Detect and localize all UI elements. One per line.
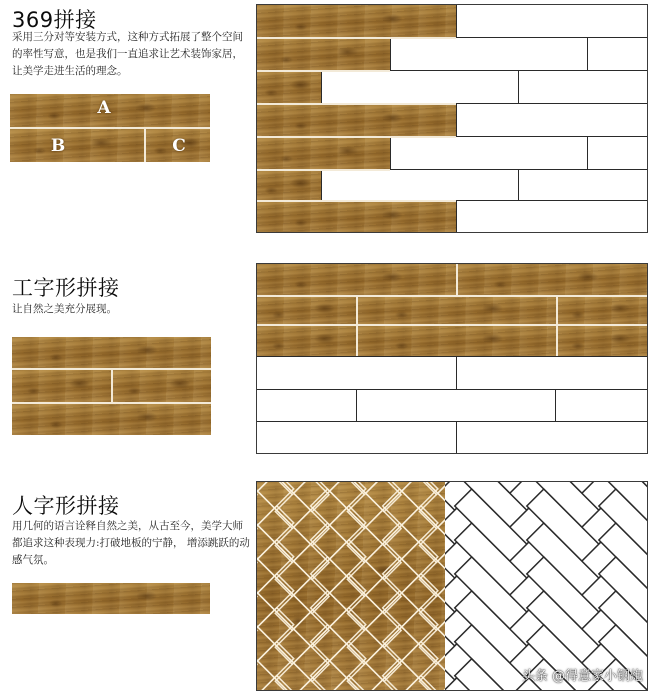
section-title-i-pattern: 工字形拼接 [12,276,120,300]
label-c: C [172,136,186,156]
panel-369 [256,4,648,233]
section-desc-i-pattern: 让自然之美充分展现。 [12,303,117,315]
herringbone-lines [257,482,648,691]
panel-i-pattern [256,263,648,454]
sample-i-pattern [12,337,211,435]
panel-herringbone [256,481,648,691]
section-title-369: 369拼接 [12,8,97,32]
sample-herringbone-plank [12,583,210,614]
sample-369 [10,94,210,162]
section-desc-369: 采用三分对等安装方式，这种方式拓展了整个空间的率性写意，也是我们一直追求让艺术装饰家居，让美学走进生活的理念。 [12,31,243,77]
label-a: A [97,98,111,118]
plank-b [10,129,144,162]
section-title-herringbone: 人字形拼接 [12,494,120,518]
watermark: 头条 @得意家小钢炮 [521,669,643,684]
label-b: B [50,136,66,156]
section-desc-herringbone: 用几何的语言诠释自然之美，从古至今，美学大师都追求这种表现力:打破地板的宁静， 增添跳跃的动感气氛。 [12,520,250,566]
